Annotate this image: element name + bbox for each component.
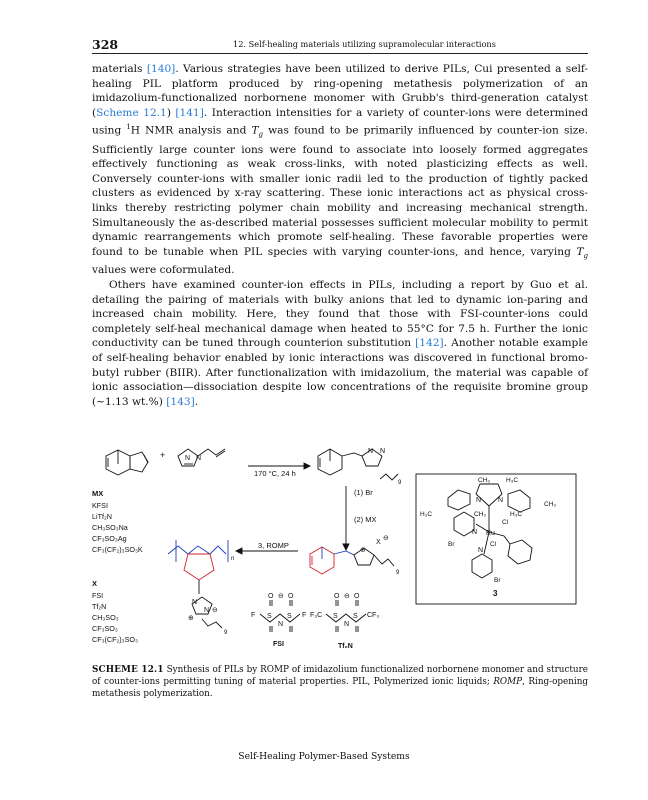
x-minus: X	[376, 539, 381, 546]
svg-text:Br: Br	[494, 577, 501, 584]
x-item: Tf₂N	[92, 602, 107, 611]
svg-text:⊖: ⊖	[344, 593, 350, 600]
svg-text:CH₃: CH₃	[474, 511, 487, 518]
svg-text:9: 9	[224, 630, 228, 636]
citation-140[interactable]: [140]	[146, 63, 176, 75]
svg-text:⊖: ⊖	[278, 593, 284, 600]
ruthenium-label: Ru	[486, 530, 495, 537]
svg-text:⊖: ⊖	[212, 607, 218, 614]
mx-item: CF₃(CF₂)₃SO₃K	[92, 545, 143, 554]
paragraph-2: Others have examined counter-ion effects in PILs, including a report by Guo et al. detailing the pairing of materials with bulky anions that led to dynamic ion-paring and increased chain mobility. Here, they found that those with FSI-counter-ions could completely self-heal mechanical damage when heated to 55°C for 7.5 h. Further the ionic conductivity can be tuned through counterion substitution [142]. Another notable example of self-healing behavior enabled by ionic interactions was discovered in functional bromo-butyl rubber (BIIR). After functionalization with imidazolium, the material was capable of ionic association—dissociation despite low concentrations of the requisite bromine group (∼1.13 wt.%) [143].	[92, 279, 588, 408]
polymer-structure	[168, 540, 228, 628]
svg-text:H₃C: H₃C	[420, 511, 433, 518]
page-number: 328	[92, 37, 119, 52]
plus-sign: +	[160, 450, 166, 460]
svg-text:F: F	[302, 612, 307, 619]
svg-text:CH₃: CH₃	[544, 501, 557, 508]
body-text	[92, 62, 588, 409]
header-rule	[92, 53, 588, 54]
svg-text:N: N	[478, 547, 484, 554]
svg-text:N: N	[498, 497, 504, 504]
svg-text:N: N	[185, 455, 191, 462]
mx-item: KFSI	[92, 501, 108, 510]
svg-text:N: N	[380, 448, 386, 455]
svg-text:⊕: ⊕	[360, 547, 366, 554]
svg-text:CF₃: CF₃	[367, 612, 380, 619]
scheme-caption: SCHEME 12.1 Synthesis of PILs by ROMP of imidazolium functionalized norbornene monomer and structure of counter-ions permitting tuning of material properties. PIL, Polymerized ionic liquids; ROMP, Ring-opening metathesis polymerization.	[92, 665, 588, 699]
svg-text:9: 9	[398, 480, 402, 486]
svg-text:F: F	[251, 612, 256, 619]
mx-item: CF₃SO₃Ag	[92, 534, 127, 543]
svg-text:⊖: ⊖	[383, 535, 389, 542]
page-footer: Self-Healing Polymer-Based Systems	[238, 751, 410, 762]
x-item: CH₃SO₃	[92, 613, 119, 622]
tf2n-label: Tf₂N	[338, 643, 353, 650]
citation-141[interactable]: [141]	[175, 106, 204, 119]
imidazolium-norbornene-structure	[310, 547, 394, 574]
svg-text:O: O	[288, 593, 294, 600]
grubbs-catalyst-structure	[416, 474, 576, 604]
svg-text:N: N	[368, 448, 374, 455]
running-title: 12. Self-healing materials utilizing supramolecular interactions	[233, 39, 496, 49]
svg-text:H₃C: H₃C	[510, 511, 523, 518]
bromodecane-chain	[380, 474, 398, 480]
svg-text:N: N	[204, 607, 210, 614]
catalyst-label: 3	[493, 589, 498, 598]
x-title: X	[92, 579, 98, 588]
svg-text:N: N	[472, 529, 478, 536]
page-header	[92, 37, 588, 51]
citation-142[interactable]: [142]	[415, 337, 444, 350]
svg-text:Cl: Cl	[490, 541, 497, 548]
svg-text:N: N	[196, 455, 202, 462]
mx-item: CH₃SO₃Na	[92, 523, 128, 532]
svg-text:N: N	[278, 621, 284, 628]
scheme-12-1-figure	[92, 436, 588, 658]
svg-text:S: S	[353, 613, 358, 620]
mx-title: MX	[92, 489, 104, 498]
step-1-label: (1) Br	[354, 488, 373, 497]
svg-text:O: O	[268, 593, 274, 600]
svg-text:CH₃: CH₃	[478, 477, 491, 484]
scheme-12-1-link[interactable]: Scheme 12.1	[96, 106, 167, 119]
caption-label: SCHEME 12.1	[92, 665, 164, 675]
svg-text:Cl: Cl	[502, 519, 509, 526]
reaction-scheme-svg	[92, 436, 588, 658]
svg-text:⊕: ⊕	[188, 615, 194, 622]
svg-text:Br: Br	[448, 541, 455, 548]
svg-text:9: 9	[396, 570, 400, 576]
svg-text:N: N	[192, 599, 198, 606]
mx-item: LiTf₂N	[92, 512, 112, 521]
citation-143[interactable]: [143]	[166, 395, 195, 408]
dicyclopentadiene-structure	[106, 450, 148, 475]
svg-text:S: S	[287, 613, 292, 620]
svg-text:N: N	[344, 621, 350, 628]
svg-text:H₃C: H₃C	[506, 477, 519, 484]
svg-text:O: O	[334, 593, 340, 600]
romp-label: 3, ROMP	[258, 541, 289, 550]
n-subscript: n	[231, 556, 235, 562]
x-item: CF₃SO₃	[92, 624, 118, 633]
step-2-label: (2) MX	[354, 515, 377, 524]
svg-text:F₃C: F₃C	[310, 612, 323, 619]
condition-label: 170 °C, 24 h	[254, 469, 296, 478]
paragraph-1: materials [140]. Various strategies have been utilized to derive PILs, Cui presented a self-healing PIL platform produced by ring-opening metathesis polymerization of an imidazolium-functionalized norbornene monomer with Grubb's third-generation catalyst (Scheme 12.1) [141]. Interaction intensities for a variety of counter-ions were determined using $^1$H NMR analysis and $T_g$ was found to be primarily influenced by counter-ion size. Sufficiently large counter ions were found to associate into loosely formed aggregates effectively functioning as weak cross-links, with noted plasticizing effects as well. Conversely counter-ions with smaller ionic radii led to the production of tightly packed clusters as evidenced by x-ray scattering. These ionic interactions act as physical cross-links thereby restricting polymer chain mobility and increasing mechanical strength. Simultaneously the as-described material possesses sufficient molecular mobility to permit dynamic rearrangements which promote self-healing. These favorable properties were found to be tunable when PIL species with varying counter-ions, and hence, varying $T_g$ values were coformulated.	[92, 63, 589, 277]
x-item: FSI	[92, 591, 104, 600]
x-item: CF₃(CF₂)₃SO₃	[92, 635, 138, 644]
svg-text:S: S	[267, 613, 272, 620]
svg-text:N: N	[476, 497, 482, 504]
svg-text:S: S	[333, 613, 338, 620]
fsi-label: FSI	[273, 641, 284, 648]
svg-text:O: O	[354, 593, 360, 600]
